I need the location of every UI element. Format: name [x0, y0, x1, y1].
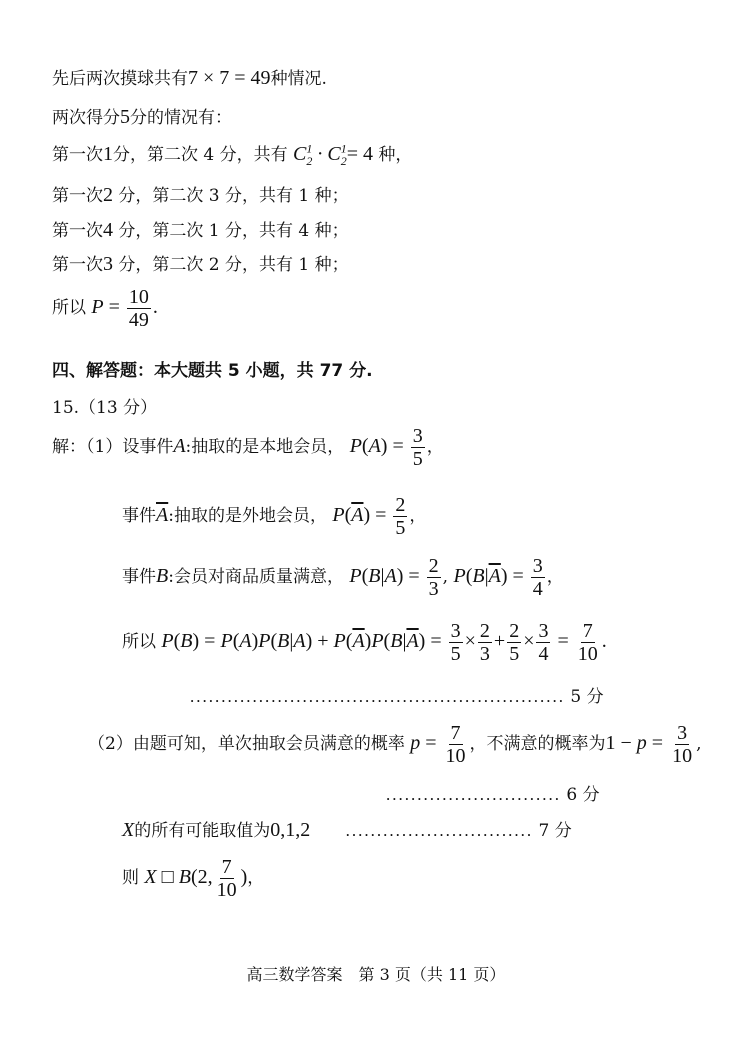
case-count: = 4 [346, 143, 373, 165]
prob-expr: P [332, 504, 345, 526]
score-header-suffix: 分的情况有： [130, 108, 232, 128]
part1-prefix: 解：（1）设事件 [52, 437, 174, 457]
part1-line-4: 所以 $P(B) = P(A)P(B|A) + P(\overline{A})P(B|\overline{A})$ = $\frac{3}{5}$ × $\frac{2}{3}$ + $\frac{2}{5}$ × $\frac{3}{4}$ = $\frac{7}{10}$ . [122, 620, 607, 665]
combination-expr: $C^1_2 \cdot C^1_2$ [293, 141, 347, 168]
fraction [411, 425, 425, 470]
fraction [215, 856, 239, 901]
conclusion-line: 所以 P = $\frac{10}{49}$ . [52, 286, 158, 331]
conclusion-prefix: 所以 [52, 298, 86, 318]
intro-line-1 [52, 64, 327, 90]
fraction-numerator: 7 [450, 722, 461, 744]
case-text: 分，第二次 1 分，共有 4 种； [113, 221, 349, 241]
fraction-denominator: 10 [577, 643, 598, 665]
event-desc: :抽取的是外地会员， [168, 506, 327, 526]
dot-leader: ............................ [386, 785, 561, 804]
part2-line-1: （2）由题可知，单次抽取会员满意的概率 p = $\frac{7}{10}$ ，不满意的概率为1 − p = $\frac{3}{10}$ , [88, 722, 702, 767]
case-score: 3 [103, 253, 113, 275]
fraction-numerator: 3 [450, 620, 461, 642]
score-value: 5 [120, 106, 130, 128]
then-prefix: 则 [122, 868, 139, 888]
case-text: 分，第二次 2 分，共有 1 种； [113, 255, 349, 275]
prob-expr: P [349, 435, 362, 457]
fraction-numerator: 2 [509, 620, 520, 642]
conclusion-prefix: 所以 [122, 632, 156, 652]
fraction-numerator: 2 [428, 555, 439, 577]
case-text: 种， [373, 145, 413, 165]
intro-total-expr: 7 × 7 = 49 [188, 67, 271, 89]
fraction [393, 494, 407, 539]
fraction [444, 722, 468, 767]
fraction-denominator: 3 [428, 578, 439, 600]
event-var: B [156, 565, 169, 587]
intro-line-2 [52, 103, 232, 129]
fraction [507, 620, 521, 665]
fraction-numerator: 3 [538, 620, 549, 642]
fraction [536, 620, 550, 665]
part2-prefix: （2）由题可知，单次抽取会员满意的概率 [88, 734, 405, 754]
fraction-denominator: 10 [216, 879, 237, 901]
case-text: 第一次 [52, 221, 103, 241]
case-line-3 [52, 216, 349, 242]
fraction-denominator: 4 [538, 643, 549, 665]
part2-line-3: 则 X □ B(2, $\frac{7}{10}$ )， [122, 856, 265, 901]
fraction [127, 286, 151, 331]
part1-line-1: 解：（1）设事件A:抽取的是本地会员， P(A) = $\frac{3}{5}$ ， [52, 425, 444, 470]
case-score: 4 [103, 219, 113, 241]
fraction-numerator: 3 [532, 555, 543, 577]
fraction-denominator: 3 [479, 643, 490, 665]
fraction-numerator: 2 [479, 620, 490, 642]
fraction [576, 620, 600, 665]
fraction [531, 555, 545, 600]
fraction-numerator: 7 [582, 620, 593, 642]
values-desc: 的所有可能取值为 [134, 821, 271, 841]
page-footer: 高三数学答案 第 3 页（共 11 页） [246, 965, 506, 984]
score-line-6 [386, 780, 600, 805]
case-line-2 [52, 181, 349, 207]
dot-leader: ............................................................ [190, 687, 565, 706]
fraction-denominator: 4 [532, 578, 543, 600]
case-text: 第一次 [52, 145, 103, 165]
values-list: 0,1,2 [270, 819, 311, 841]
fraction-numerator: 3 [412, 425, 423, 447]
part2-line-2 [122, 816, 572, 842]
equals-sign: = [103, 296, 125, 318]
event-desc: :抽取的是本地会员， [185, 437, 345, 457]
intro-total-text: 先后两次摸球共有 [52, 69, 188, 89]
intro-total-suffix: 种情况. [270, 69, 327, 89]
random-var: X [122, 819, 135, 841]
event-prefix: 事件 [122, 506, 156, 526]
score-mark: 5 分 [570, 687, 604, 707]
fraction-denominator: 5 [509, 643, 520, 665]
score-header-prefix: 两次得分 [52, 108, 120, 128]
fraction-numerator: 3 [677, 722, 688, 744]
score-mark: 7 分 [538, 821, 572, 841]
fraction-denominator: 5 [395, 517, 406, 539]
fraction-numerator: 7 [221, 856, 232, 878]
fraction-numerator: 2 [395, 494, 406, 516]
case-text: 第一次 [52, 255, 103, 275]
case-text: 分，第二次 4 分，共有 [113, 145, 288, 165]
fraction [427, 555, 441, 600]
case-line-4 [52, 250, 349, 276]
part1-line-3: 事件B:会员对商品质量满意， P(B|A) = $\frac{2}{3}$ , $P(B|\overline{A})$ = $\frac{3}{4}$ ， [122, 555, 564, 600]
case-score: 1 [103, 143, 113, 165]
case-text: 第一次 [52, 186, 103, 206]
event-desc: :会员对商品质量满意， [168, 567, 344, 587]
fraction-numerator: 10 [128, 286, 149, 308]
score-line-5 [190, 682, 604, 707]
fraction-denominator: 10 [445, 745, 466, 767]
section-title: 四、解答题：本大题共 5 小题，共 77 分. [52, 361, 373, 381]
score-mark: 6 分 [566, 785, 600, 805]
part2-mid-text: ，不满意的概率为 [469, 734, 606, 754]
fraction-denominator: 49 [128, 309, 149, 331]
event-var: A [173, 435, 186, 457]
fraction-denominator: 5 [412, 448, 423, 470]
fraction-denominator: 10 [672, 745, 693, 767]
case-line-1 [52, 140, 412, 169]
fraction [670, 722, 694, 767]
event-prefix: 事件 [122, 567, 156, 587]
event-complement-var: $\overline{A}$ [156, 504, 169, 526]
fraction-denominator: 5 [450, 643, 461, 665]
dot-leader: .............................. [345, 821, 534, 840]
problem-label: 15.（13 分） [52, 398, 158, 418]
part1-line-2: 事件$\overline{A}$:抽取的是外地会员， $P(\overline{A})$ = $\frac{2}{5}$ ， [122, 494, 427, 539]
fraction [449, 620, 463, 665]
case-text: 分，第二次 3 分，共有 1 种； [113, 186, 349, 206]
fraction [478, 620, 492, 665]
probability-var: P [91, 296, 104, 318]
case-score: 2 [103, 184, 113, 206]
